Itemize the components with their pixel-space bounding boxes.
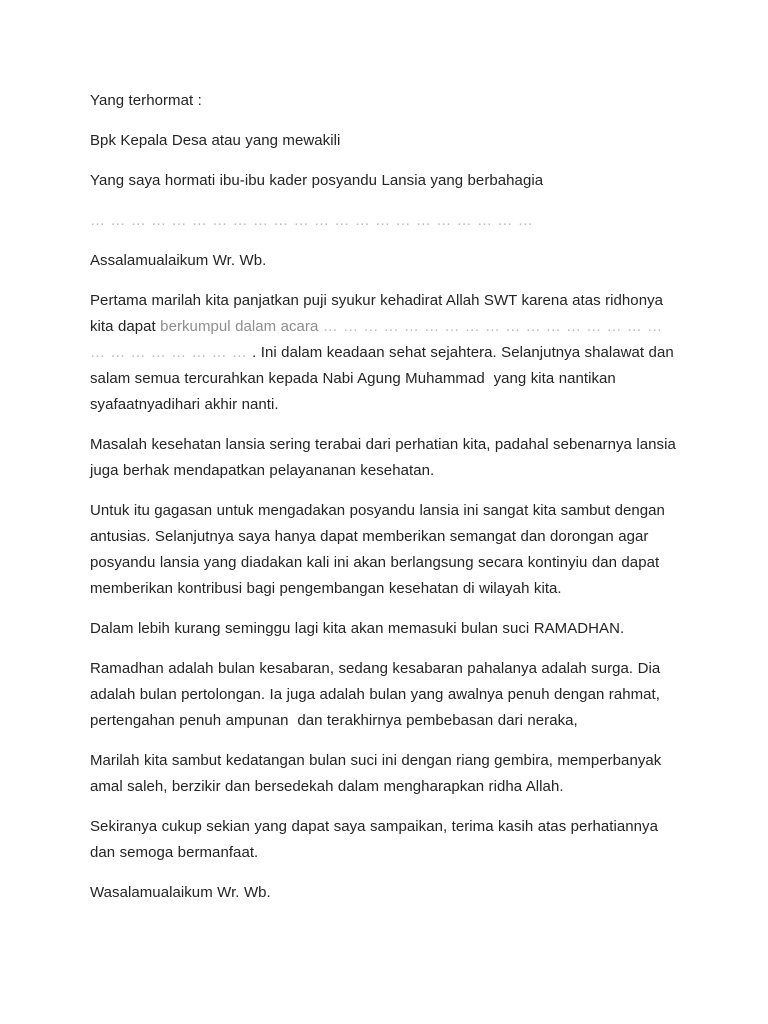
closing-wasalamualaikum: Wasalamualaikum Wr. Wb. bbox=[90, 884, 271, 901]
paragraph-masalah-kesehatan: Masalah kesehatan lansia sering terabai dari perhatian kita, padahal sebenarnya lansia juga berhak mendapatkan pelayananan kesehatan. bbox=[90, 436, 681, 479]
opening-inline-dots: … … … … … … … … … … … … … … … … … … … … … … … … … bbox=[90, 318, 668, 361]
salutation-header: Yang terhormat : bbox=[90, 92, 202, 109]
greeting-assalamualaikum: Assalamualaikum Wr. Wb. bbox=[90, 252, 267, 269]
blank-fill-line: … … … … … … … … … … … … … … … … … … … … … … bbox=[90, 212, 539, 229]
paragraph-ramadhan-intro: Dalam lebih kurang seminggu lagi kita akan memasuki bulan suci RAMADHAN. bbox=[90, 620, 625, 637]
paragraph-gagasan-posyandu: Untuk itu gagasan untuk mengadakan posyandu lansia ini sangat kita sambut dengan antusias. Selanjutnya saya hanya dapat memberikan semangat dan dorongan agar posyandu lansia yang diadakan kali ini akan berlangsung secara kontinyiu dan dapat memberikan kontribusi bagi pengembangan kesehatan di wilayah kita. bbox=[90, 502, 670, 597]
paragraph-ramadhan-deskripsi: Ramadhan adalah bulan kesabaran, sedang kesabaran pahalanya adalah surga. Dia adalah bulan pertolongan. Ia juga adalah bulan yang awalnya penuh dengan rahmat, pertengahan penuh ampunan dan terakhirnya pembebasan dari neraka, bbox=[90, 660, 665, 729]
paragraph-marilah-sambut: Marilah kita sambut kedatangan bulan suci ini dengan riang gembira, memperbanyak amal saleh, berzikir dan bersedekah dalam mengharapkan ridha Allah. bbox=[90, 752, 666, 795]
addressee-line-1: Bpk Kepala Desa atau yang mewakili bbox=[90, 132, 341, 149]
opening-text-part-2: . Ini dalam keadaan sehat sejahtera. Selanjutnya shalawat dan salam semua tercurahkan kepada Nabi Agung Muhammad yang kita nantikan syafaatnyadihari akhir nanti. bbox=[90, 344, 679, 413]
addressee-line-2: Yang saya hormati ibu-ibu kader posyandu Lansia yang berbahagia bbox=[90, 172, 544, 189]
opening-text-faded: berkumpul dalam acara bbox=[160, 318, 323, 335]
opening-text-part-1: Pertama marilah kita panjatkan puji syukur kehadirat Allah SWT karena atas ridhonya kita dapat bbox=[90, 292, 668, 335]
paragraph-penutup: Sekiranya cukup sekian yang dapat saya sampaikan, terima kasih atas perhatiannya dan semoga bermanfaat. bbox=[90, 818, 663, 861]
paragraph-opening bbox=[90, 288, 682, 418]
document-text-body bbox=[90, 88, 682, 906]
